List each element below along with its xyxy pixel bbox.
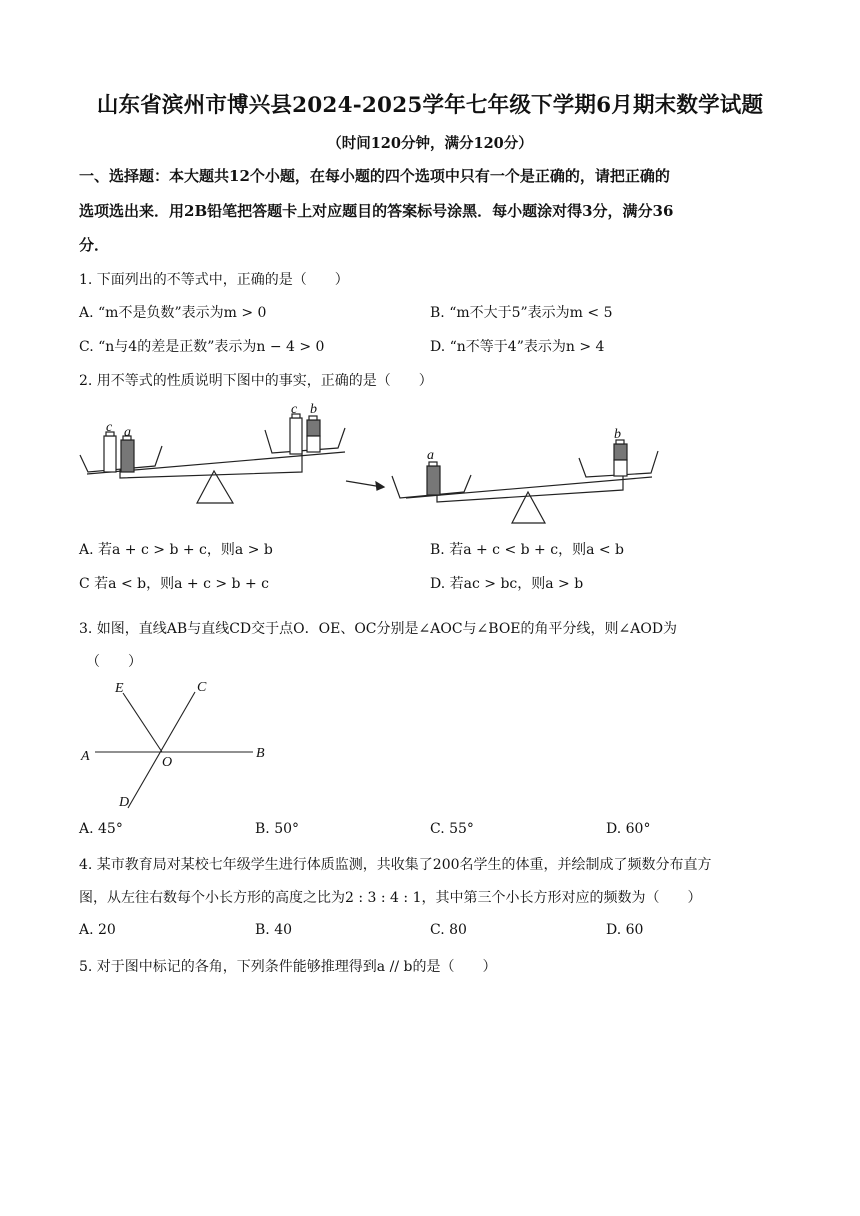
left-pan-right — [265, 428, 345, 453]
q4-stem-line2: 图，从左往右数每个小长方形的高度之比为2 : 3 : 4 : 1，其中第三个小长方形对应的频数为（ ） — [79, 890, 702, 906]
label-E: E — [115, 681, 124, 696]
q4-stem-line1: 4. 某市教育局对某校七年级学生进行体质监测，共收集了200名学生的体重，并绘制成了频数分布直方 — [79, 857, 712, 873]
label-c-left: c — [106, 420, 113, 435]
q1-option-d: D. “n不等于4”表示为n > 4 — [430, 339, 605, 355]
label-C: C — [197, 680, 207, 695]
q2-option-a: A. 若a + c > b + c，则a > b — [79, 542, 273, 558]
label-b-right: b — [310, 402, 317, 417]
q2-option-b: B. 若a + c < b + c，则a < b — [430, 542, 625, 558]
q3-option-a: A. 45° — [79, 821, 123, 837]
q4-option-c: C. 80 — [430, 922, 467, 938]
q3-angle-figure — [95, 692, 253, 808]
label-b-second: b — [614, 427, 621, 442]
label-D: D — [119, 795, 130, 810]
section-instructions-line3: 分． — [79, 236, 110, 254]
q3-option-c: C. 55° — [430, 821, 474, 837]
label-a-second: a — [427, 448, 434, 463]
label-a-left: a — [124, 425, 131, 440]
ray-oe — [123, 693, 162, 752]
label-B: B — [256, 746, 265, 761]
q2-option-d: D. 若ac > bc，则a > b — [430, 576, 584, 592]
q1-stem: 1. 下面列出的不等式中，正确的是（ ） — [79, 272, 349, 288]
q3-option-d: D. 60° — [606, 821, 651, 837]
label-O: O — [162, 755, 173, 770]
q4-option-a: A. 20 — [79, 922, 116, 938]
q3-option-b: B. 50° — [255, 821, 300, 837]
q5-stem: 5. 对于图中标记的各角，下列条件能够推理得到a // b的是（ ） — [79, 959, 497, 975]
label-A: A — [81, 749, 90, 764]
q4-option-d: D. 60 — [606, 922, 644, 938]
page-title: 山东省滨州市博兴县2024-2025学年七年级下学期6月期末数学试题 — [96, 93, 764, 118]
q3-stem: 3. 如图，直线AB与直线CD交于点O．OE、OC分别是∠AOC与∠BOE的角平分线，则∠AOD为 — [79, 621, 678, 637]
q2-option-c: C 若a < b，则a + c > b + c — [79, 576, 269, 592]
q1-option-b: B. “m不大于5”表示为m < 5 — [430, 305, 613, 321]
label-c-right: c — [291, 402, 298, 417]
section-instructions-line2: 选项选出来．用2B铅笔把答题卡上对应题目的答案标号涂黑．每小题涂对得3分，满分36 — [79, 202, 674, 220]
q4-option-b: B. 40 — [255, 922, 293, 938]
section-instructions-line1: 一、选择题：本大题共12个小题，在每小题的四个选项中只有一个是正确的，请把正确的 — [79, 167, 670, 185]
q3-paren: （ ） — [86, 654, 142, 670]
line-cd — [128, 692, 195, 808]
q1-option-c: C. “n与4的差是正数”表示为n − 4 > 0 — [79, 339, 325, 355]
q1-option-a: A. “m不是负数”表示为m > 0 — [79, 305, 267, 321]
exam-subtitle: （时间120分钟，满分120分） — [327, 135, 533, 152]
q2-stem: 2. 用不等式的性质说明下图中的事实，正确的是（ ） — [79, 373, 433, 389]
